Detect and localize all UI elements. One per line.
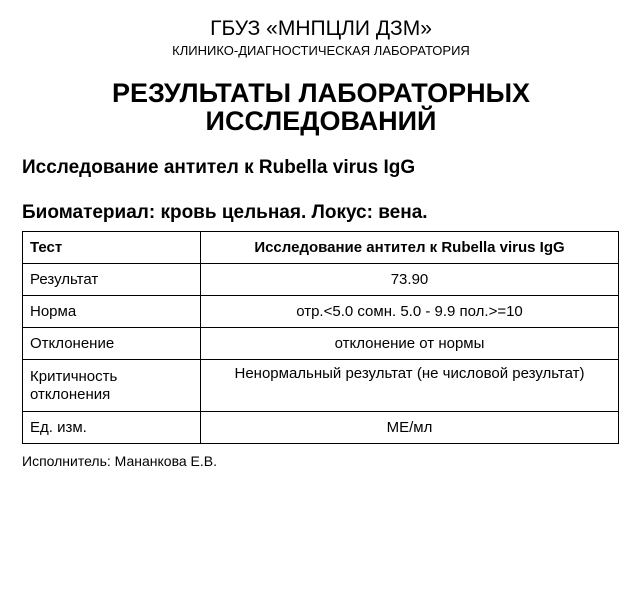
document-title: РЕЗУЛЬТАТЫ ЛАБОРАТОРНЫХ ИССЛЕДОВАНИЙ <box>111 78 531 136</box>
units-value: МЕ/мл <box>201 412 619 444</box>
table-row-result <box>23 264 619 296</box>
result-label: Результат <box>23 264 201 296</box>
test-title: Исследование антител к Rubella virus IgG <box>22 157 416 178</box>
table-row-criticality <box>23 360 619 412</box>
table-header-label: Тест <box>23 232 201 264</box>
criticality-label: Критичность отклонения <box>23 360 201 412</box>
biomaterial-line: Биоматериал: кровь цельная. Локус: вена. <box>22 202 428 223</box>
criticality-value: Ненормальный результат (не числовой результат) <box>201 360 619 412</box>
performer-line: Исполнитель: Мананкова Е.В. <box>22 453 217 469</box>
result-value: 73.90 <box>201 264 619 296</box>
table-row-deviation <box>23 328 619 360</box>
table-row-units <box>23 412 619 444</box>
organization-name: ГБУЗ «МНПЦЛИ ДЗМ» <box>210 17 432 40</box>
table-row-norm <box>23 296 619 328</box>
deviation-value: отклонение от нормы <box>201 328 619 360</box>
organization-subtitle: КЛИНИКО-ДИАГНОСТИЧЕСКАЯ ЛАБОРАТОРИЯ <box>172 43 470 58</box>
units-label: Ед. изм. <box>23 412 201 444</box>
table-header-row <box>23 232 619 264</box>
deviation-label: Отклонение <box>23 328 201 360</box>
table-header-value: Исследование антител к Rubella virus IgG <box>201 232 619 264</box>
norm-value: отр.<5.0 сомн. 5.0 - 9.9 пол.>=10 <box>201 296 619 328</box>
results-table <box>22 231 619 444</box>
norm-label: Норма <box>23 296 201 328</box>
